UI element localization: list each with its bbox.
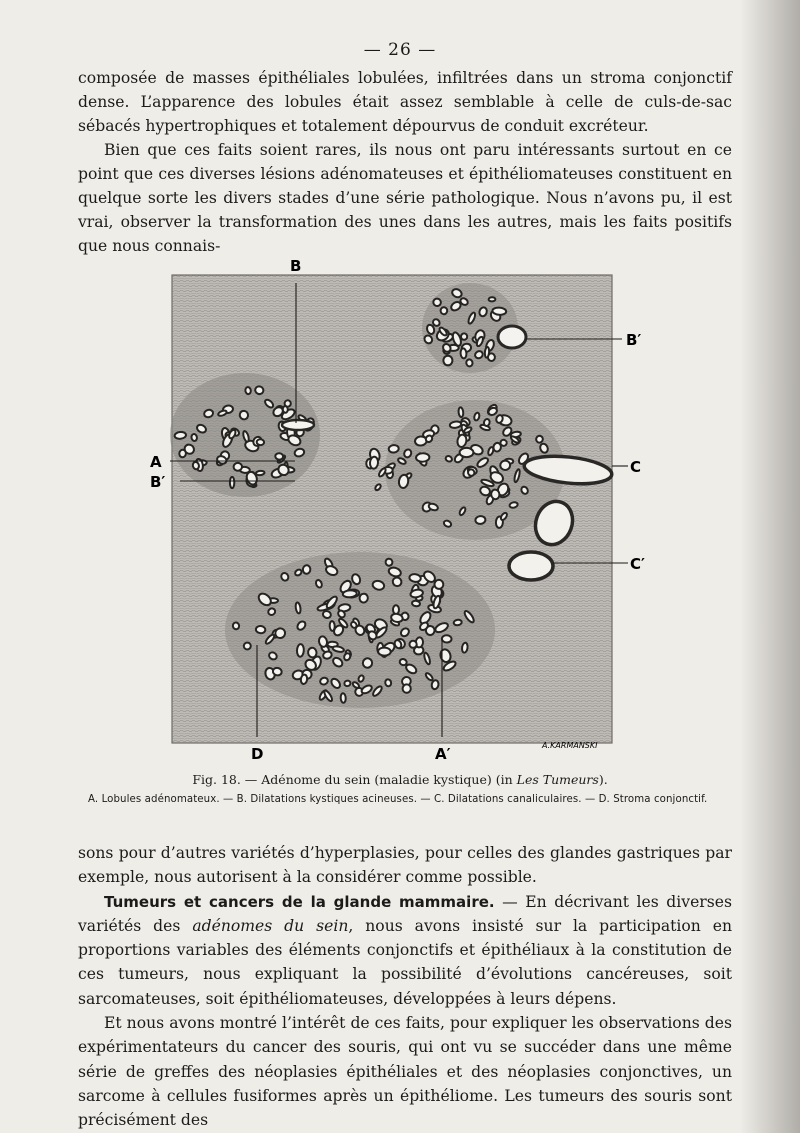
histology-figure	[150, 255, 650, 770]
gland-acinus	[443, 356, 452, 366]
gland-acinus	[484, 347, 489, 358]
gland-acinus	[295, 602, 301, 614]
gland-acinus	[275, 453, 283, 460]
figure-caption: Fig. 18. — Adénome du sein (maladie kystique) (in Les Tumeurs).	[192, 772, 608, 787]
gland-acinus	[460, 348, 467, 358]
gland-acinus	[191, 434, 198, 442]
gland-acinus	[256, 470, 265, 475]
top-text-block	[78, 66, 732, 258]
gland-acinus	[378, 647, 391, 655]
paragraph-4: Tumeurs et cancers de la glande mammaire. — En décrivant les diverses variétés des adénomes du sein, nous avons insisté sur la participation en proportions variables des éléments conjonctifs et épithéliaux à la constitution de ces tumeurs, nous expliquant la possibilité d’évolutions cancéreuses, soit sarcomateuses, soit épithéliomateuses, développées à leurs dépens.	[78, 892, 732, 1008]
gland-acinus	[440, 307, 447, 314]
gland-acinus	[369, 456, 378, 469]
label-b-prime: B′	[626, 331, 642, 349]
gland-acinus	[434, 579, 444, 589]
bottom-text-block	[78, 841, 732, 1133]
label-c: C	[630, 458, 642, 476]
gland-acinus	[466, 359, 473, 367]
page-number: — 26 —	[363, 40, 437, 60]
paragraph-1: composée de masses épithéliales lobulées, infiltrées dans un stroma conjonctif dense. L’apparence des lobules était assez semblable à celle de culs-de-sac sébacés hypertrophiques et totalement dépourvus de conduit excréteur.	[78, 69, 732, 135]
paragraph-3: sons pour d’autres variétés d’hyperplasies, pour celles des glandes gastriques par exemple, nous autorisent à la considérer comme possible.	[78, 844, 732, 887]
gland-acinus	[416, 453, 430, 462]
gland-acinus	[402, 684, 411, 693]
gland-acinus	[500, 460, 510, 470]
gland-acinus	[483, 418, 490, 426]
gland-acinus	[307, 647, 317, 658]
gland-acinus	[409, 573, 421, 582]
gland-acinus	[234, 463, 243, 471]
gland-acinus	[461, 333, 467, 340]
page-edge-shadow	[740, 0, 800, 1133]
label-d: D	[251, 745, 264, 763]
gland-acinus	[461, 642, 468, 653]
gland-acinus	[174, 431, 186, 439]
section-heading: Tumeurs et cancers de la glande mammaire.	[104, 892, 495, 911]
gland-acinus	[385, 558, 393, 566]
gland-acinus	[343, 590, 357, 598]
gland-acinus	[458, 407, 464, 417]
label-b-prime-left: B′	[150, 473, 166, 491]
gland-acinus	[488, 297, 495, 302]
gland-acinus	[256, 439, 264, 445]
gland-acinus	[283, 406, 288, 413]
gland-acinus	[509, 502, 518, 509]
gland-acinus	[300, 674, 307, 684]
gland-acinus	[232, 622, 240, 630]
gland-acinus	[491, 489, 500, 500]
gland-acinus	[243, 642, 252, 650]
gland-acinus	[359, 593, 369, 603]
engraver-signature: A.KARMANSKI	[542, 741, 598, 750]
cyst-c-prime	[509, 552, 553, 580]
gland-acinus	[388, 445, 399, 454]
paragraph-5: Et nous avons montré l’intérêt de ces faits, pour expliquer les observations des expérimentateurs du cancer des souris, qui ont vu se succéder dans une même série de greffes des néoplasies épithéliales et des néoplasies conjonctives, un sarcome à cellules fusiformes après un épithéliome. Les tumeurs des souris sont précisément des	[78, 1014, 732, 1130]
gland-acinus	[385, 679, 392, 687]
gland-acinus	[493, 442, 502, 452]
gland-acinus	[297, 644, 304, 657]
gland-acinus	[192, 461, 200, 470]
gland-acinus	[453, 619, 462, 626]
label-c-prime: C′	[630, 555, 645, 573]
gland-acinus	[460, 448, 474, 457]
label-b: B	[290, 257, 302, 275]
gland-acinus	[492, 307, 506, 315]
gland-acinus	[409, 641, 416, 648]
cyst-b-prime	[498, 326, 526, 348]
gland-acinus	[473, 412, 480, 421]
paragraph-2: Bien que ces faits soient rares, ils nous ont paru intéressants surtout en ce point que ces diverses lésions adénomateuses et épithéliomateuses constituent en quelque sorte les divers stades d’une série pathologique. Nous n’avons pu, il est vrai, observer la transformation des unes dans les autres, mais les faits positifs que nous connais-	[78, 141, 732, 255]
gland-acinus	[272, 667, 282, 676]
label-a: A	[150, 453, 162, 471]
gland-acinus	[303, 565, 311, 574]
gland-acinus	[344, 680, 351, 686]
gland-acinus	[449, 421, 461, 429]
gland-acinus	[475, 516, 486, 525]
gland-acinus	[340, 693, 346, 703]
label-a-prime: A′	[435, 745, 451, 763]
gland-acinus	[230, 477, 234, 488]
gland-acinus	[245, 387, 251, 395]
gland-acinus	[442, 635, 452, 643]
figure-legend: A. Lobules adénomateux. — B. Dilatations kystiques acineuses. — C. Dilatations canaliculaires. — D. Stroma conjonctif.	[88, 794, 708, 805]
gland-acinus	[256, 626, 266, 634]
